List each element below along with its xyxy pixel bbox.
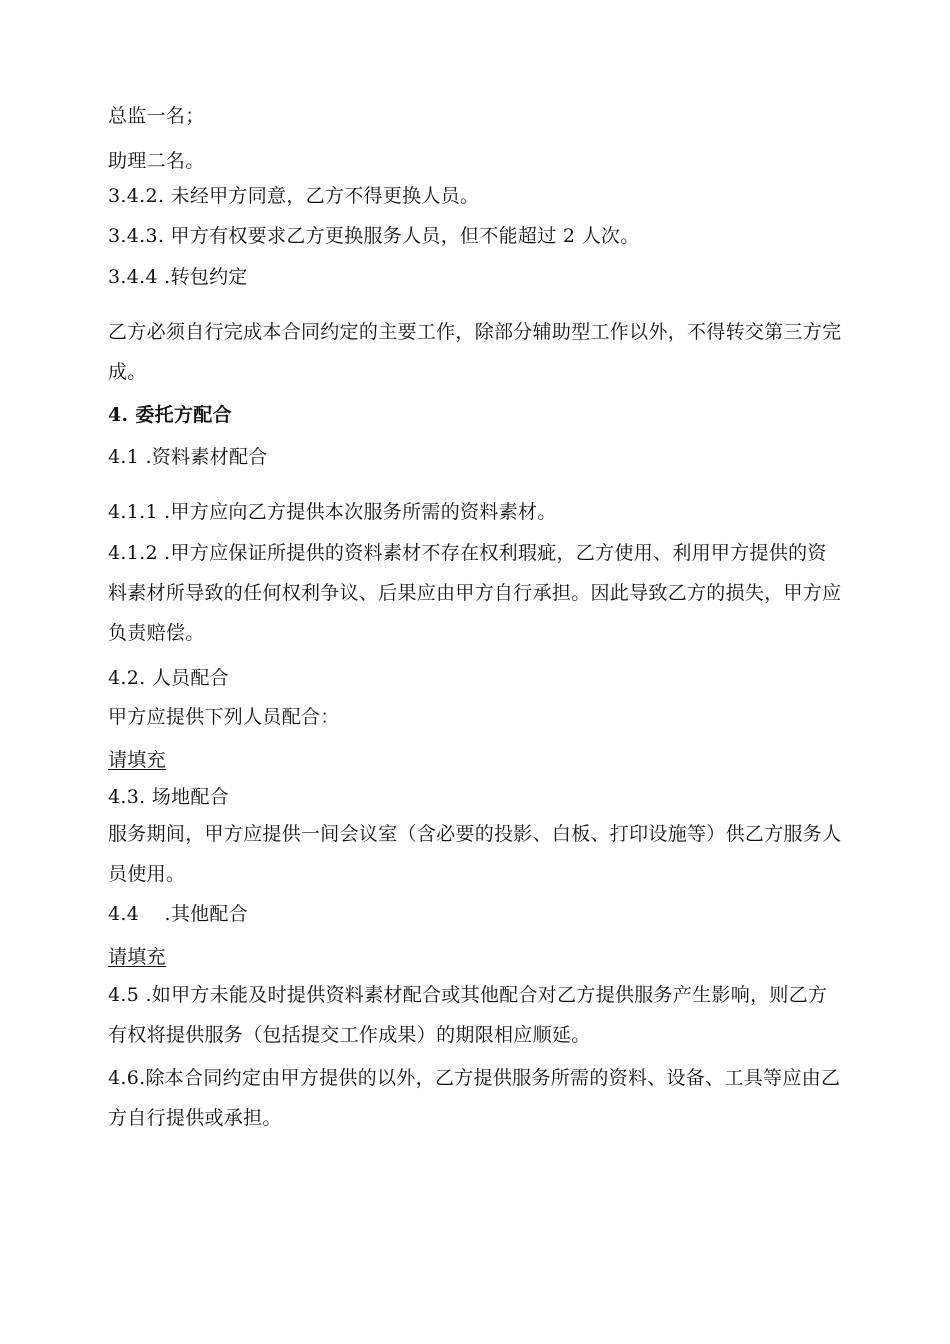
clause-4-6: 4.6.除本合同约定由甲方提供的以外，乙方提供服务所需的资料、设备、工具等应由乙方自行提供或承担。	[108, 1067, 841, 1129]
clause-4-4: 4.4 .其他配合	[108, 903, 249, 925]
clause-4-1: 4.1 .资料素材配合	[108, 446, 268, 468]
clause-4-1-2: 4.1.2 .甲方应保证所提供的资料素材不存在权利瑕疵，乙方使用、利用甲方提供的资料素材所导致的任何权利争议、后果应由甲方自行承担。因此导致乙方的损失，甲方应负责赔偿。	[108, 542, 842, 644]
fill-in-placeholder: 请填充	[108, 946, 166, 968]
fill-in-placeholder: 请填充	[108, 749, 166, 771]
venue-paragraph: 服务期间，甲方应提供一间会议室（含必要的投影、白板、打印设施等）供乙方服务人员使用。	[108, 823, 842, 885]
staff-director-line: 总监一名；	[108, 105, 205, 127]
clause-4-5: 4.5 .如甲方未能及时提供资料素材配合或其他配合对乙方提供服务产生影响，则乙方有权将提供服务（包括提交工作成果）的期限相应顺延。	[108, 984, 828, 1046]
clause-3-4-4: 3.4.4 .转包约定	[108, 266, 248, 288]
clause-3-4-2: 3.4.2. 未经甲方同意，乙方不得更换人员。	[108, 185, 480, 207]
clause-4-1-1: 4.1.1 .甲方应向乙方提供本次服务所需的资料素材。	[108, 501, 557, 523]
staff-assistant-line: 助理二名。	[108, 150, 205, 172]
section-4-heading: 4. 委托方配合	[108, 404, 232, 426]
clause-4-2: 4.2. 人员配合	[108, 667, 229, 689]
clause-3-4-3: 3.4.3. 甲方有权要求乙方更换服务人员，但不能超过 2 人次。	[108, 225, 640, 247]
personnel-intro: 甲方应提供下列人员配合：	[108, 706, 340, 728]
clause-4-3: 4.3. 场地配合	[108, 786, 229, 808]
subcontract-paragraph: 乙方必须自行完成本合同约定的主要工作，除部分辅助型工作以外，不得转交第三方完成。	[108, 321, 842, 383]
